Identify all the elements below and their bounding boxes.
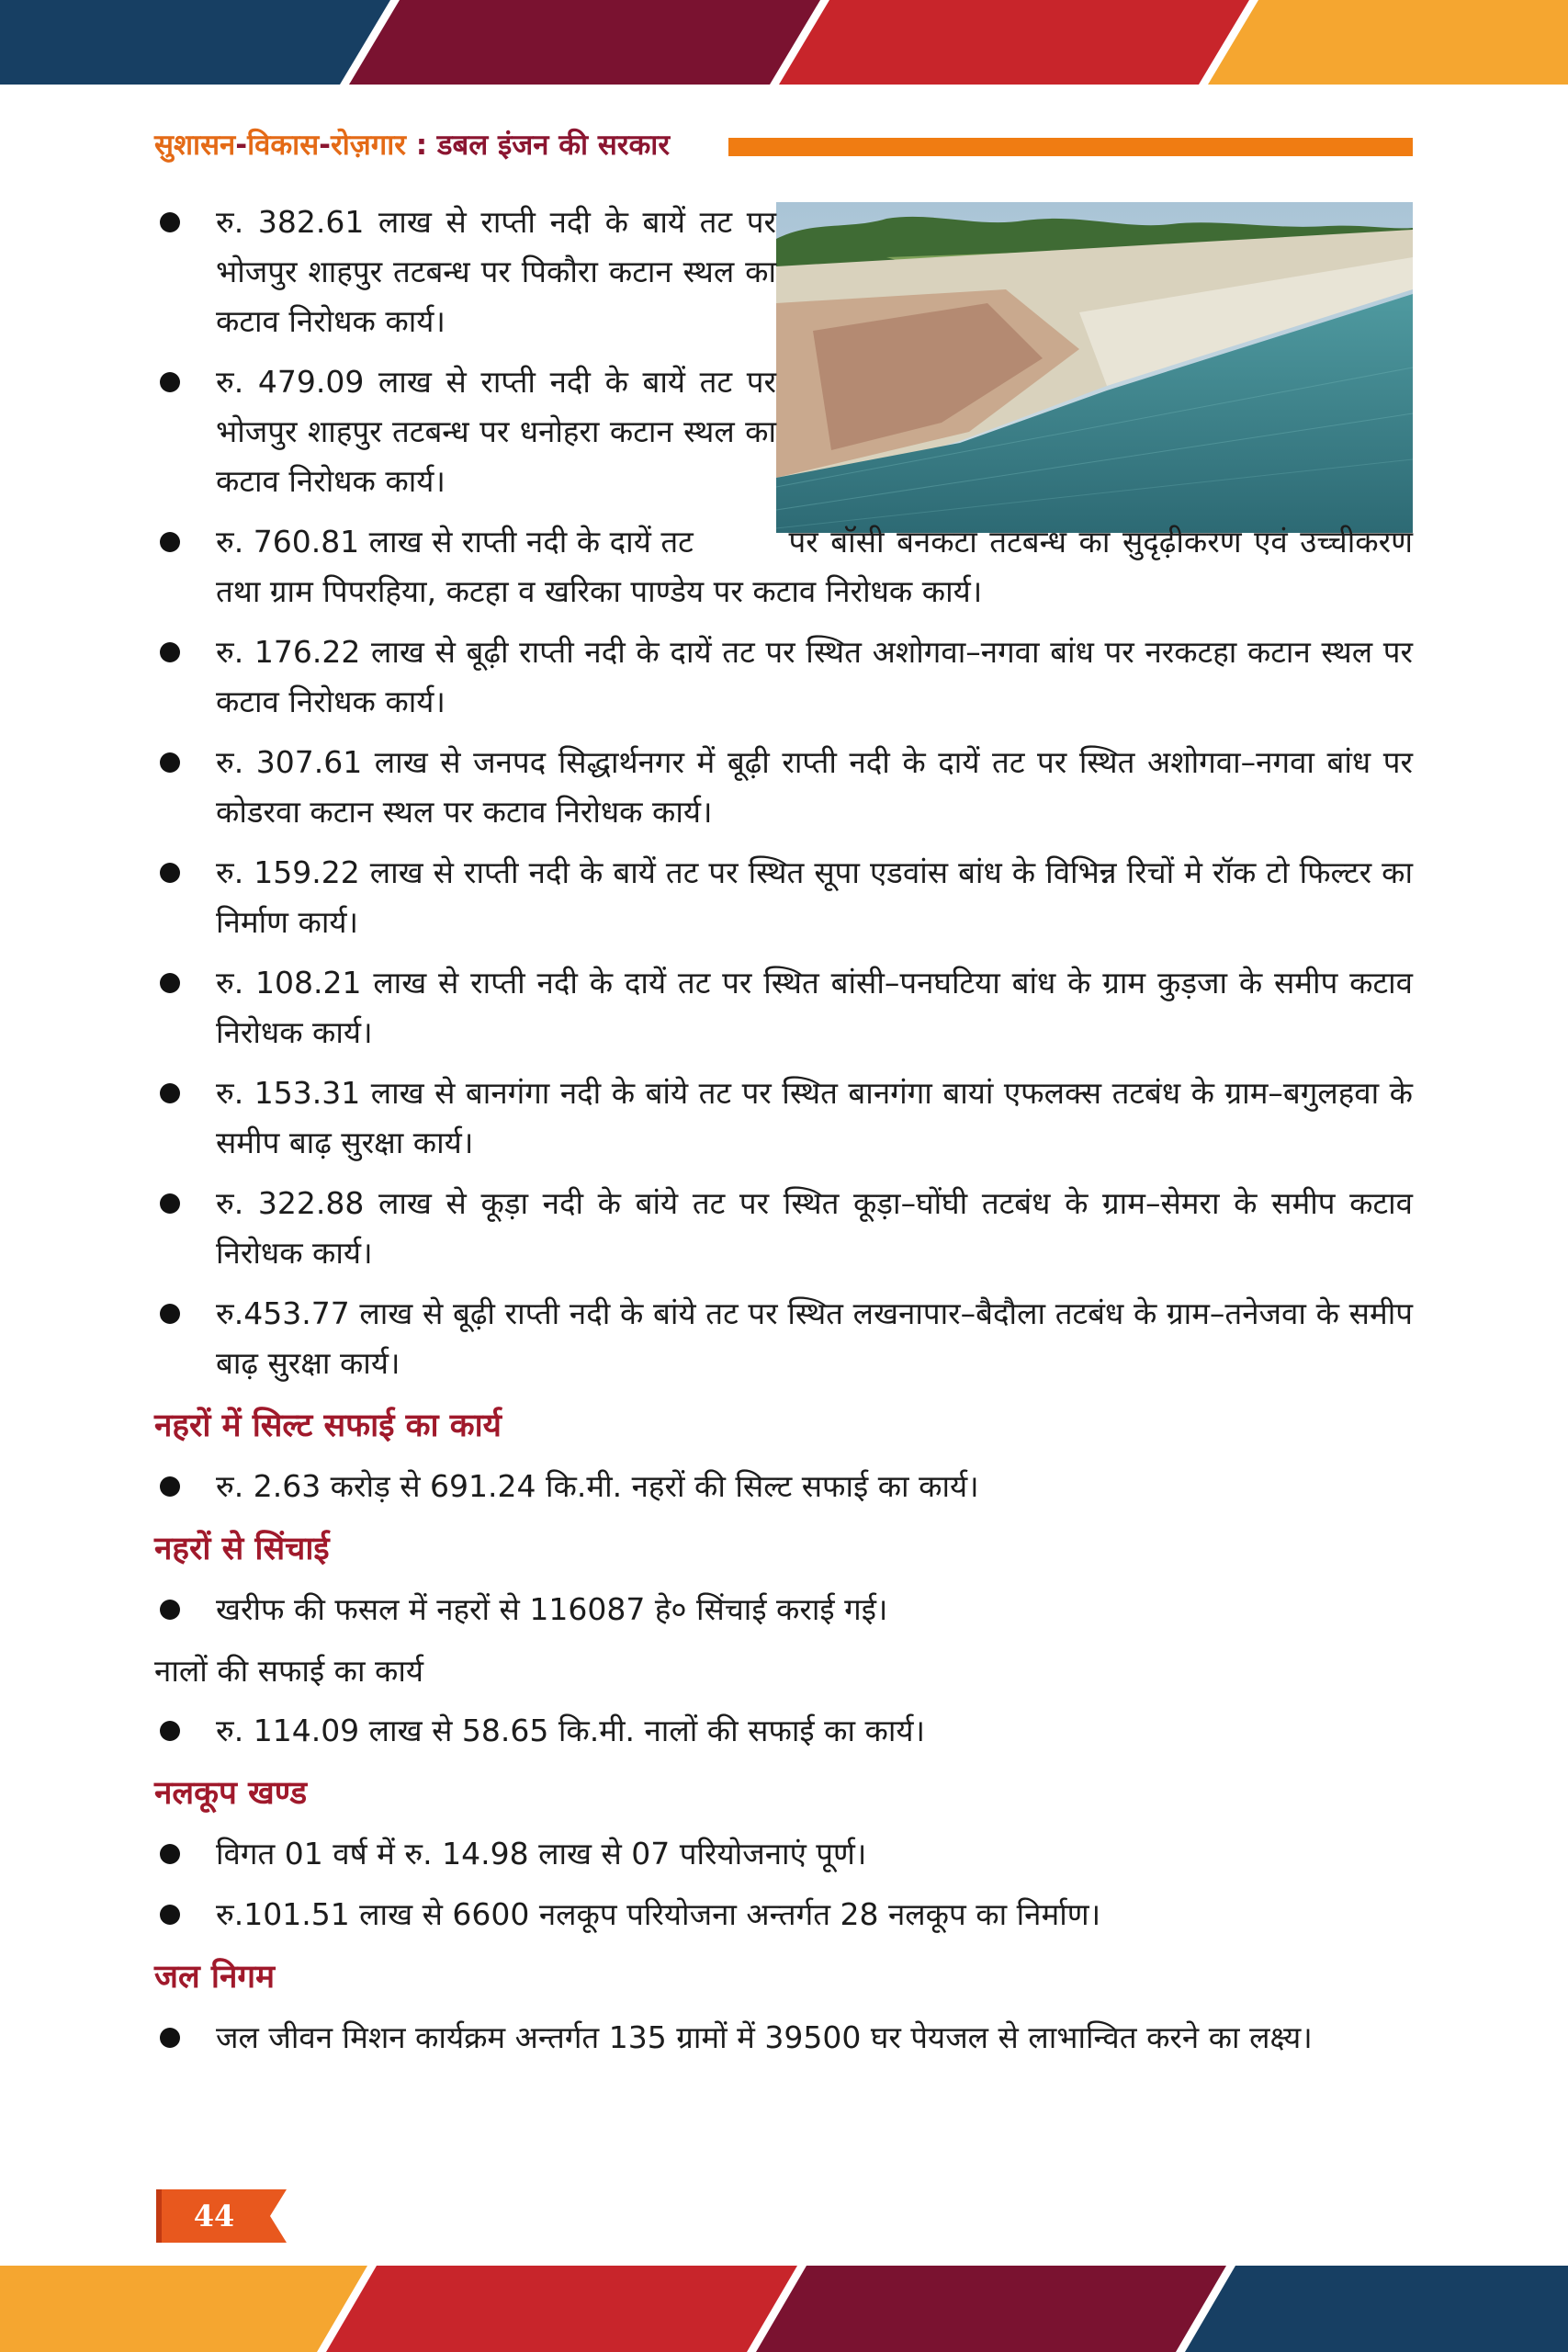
list-item-text: खरीफ की फसल में नहरों से 116087 हे० सिंचाई कराई गई। <box>216 1591 888 1627</box>
list-item-text: रु.453.77 लाख से बूढ़ी राप्ती नदी के बांये तट पर स्थित लखनापार–बैदौला तटबंध के ग्राम–तनेजवा के समीप बाढ़ सुरक्षा कार्य। <box>216 1295 1413 1381</box>
list-item <box>154 357 1413 506</box>
header-title <box>154 125 670 165</box>
list-item <box>154 1179 1413 1278</box>
page-number-tab <box>156 2189 287 2243</box>
bottom-color-band <box>0 2266 1568 2352</box>
page-number: 44 <box>193 2199 235 2233</box>
bullet-icon <box>160 2028 180 2048</box>
main-content <box>154 198 1413 2074</box>
bullet-icon <box>160 212 180 232</box>
header-title-part: : डबल इंजन की सरकार <box>405 129 671 162</box>
list-item <box>154 1289 1413 1388</box>
list-item-text <box>216 517 1413 616</box>
bullet-icon <box>160 752 180 773</box>
bullet-icon <box>160 532 180 552</box>
list-item-text-rest: पर बॉसी बनकटा तटबन्ध का सुदृढ़ीकरण एवं उच्चीकरण तथा ग्राम पिपरहिया, कटहा व खरिका पाण्डेय पर कटाव निरोधक कार्य। <box>216 524 1413 609</box>
list-item <box>154 848 1413 947</box>
bullet-icon <box>160 1905 180 1925</box>
list-item <box>154 628 1413 727</box>
list-item-text: रु. 2.63 करोड़ से 691.24 कि.मी. नहरों की सिल्ट सफाई का कार्य। <box>216 1468 979 1504</box>
header-title-part: विकास <box>247 129 320 162</box>
list-item-text: जल जीवन मिशन कार्यक्रम अन्तर्गत 135 ग्रामों में 39500 घर पेयजल से लाभान्वित करने का लक्ष्य। <box>216 2019 1313 2055</box>
list-item <box>154 1069 1413 1168</box>
section-heading-tubewell: नलकूप खण्ड <box>154 1775 308 1812</box>
header-title-part: सुशासन <box>154 129 236 162</box>
bullet-icon <box>160 372 180 392</box>
header-rule <box>728 138 1413 156</box>
list-item <box>154 738 1413 837</box>
list-item-text: रु. 159.22 लाख से राप्ती नदी के बायें तट पर स्थित सूपा एडवांस बांध के विभिन्न रिचों मे रॉक टो फिल्टर का निर्माण कार्य। <box>216 854 1413 940</box>
page-header <box>154 125 1413 171</box>
bullet-icon <box>160 1193 180 1214</box>
list-item-text: रु. 307.61 लाख से जनपद सिद्धार्थनगर में बूढ़ी राप्ती नदी के दायें तट पर स्थित अशोगवा–नगवा बांध पर कोडरवा कटान स्थल पर कटाव निरोधक कार्य। <box>216 744 1413 830</box>
list-item <box>154 1585 1413 1634</box>
section-heading-irrigation: नहरों से सिंचाई <box>154 1531 330 1567</box>
list-item <box>154 517 1413 616</box>
list-item-text: रु. 114.09 लाख से 58.65 कि.मी. नालों की सफाई का कार्य। <box>216 1713 926 1748</box>
list-item <box>154 1462 1413 1511</box>
list-item <box>154 1890 1413 1939</box>
list-item <box>154 1706 1413 1756</box>
section-heading-silt: नहरों में सिल्ट सफाई का कार्य <box>154 1408 502 1444</box>
bullet-icon <box>160 1304 180 1324</box>
section-heading-drains: नालों की सफाई का कार्य <box>154 1653 424 1689</box>
header-title-part: रोज़गार <box>331 129 406 162</box>
header-title-part: - <box>235 129 248 162</box>
bullet-icon <box>160 1844 180 1864</box>
bullet-icon <box>160 1083 180 1103</box>
section-heading-jal-nigam: जल निगम <box>154 1959 276 1996</box>
list-item-text: रु. 479.09 लाख से राप्ती नदी के बायें तट पर भोजपुर शाहपुर तटबन्ध पर धनोहरा कटान स्थल का कटाव निरोधक कार्य। <box>216 364 776 499</box>
list-item-text: रु. 322.88 लाख से कूड़ा नदी के बांये तट पर स्थित कूड़ा–घोंघी तटबंध के ग्राम–सेमरा के समीप कटाव निरोधक कार्य। <box>216 1185 1413 1271</box>
bullet-icon <box>160 1476 180 1497</box>
top-color-band <box>0 0 1568 85</box>
list-item <box>154 2013 1413 2063</box>
list-item-text: विगत 01 वर्ष में रु. 14.98 लाख से 07 परियोजनाएं पूर्ण। <box>216 1836 867 1871</box>
list-item <box>154 1829 1413 1879</box>
header-title-part: - <box>319 129 332 162</box>
list-item-text: रु. 176.22 लाख से बूढ़ी राप्ती नदी के दायें तट पर स्थित अशोगवा–नगवा बांध पर नरकटहा कटान स्थल पर कटाव निरोधक कार्य। <box>216 634 1413 719</box>
list-item-text: रु.101.51 लाख से 6600 नलकूप परियोजना अन्तर्गत 28 नलकूप का निर्माण। <box>216 1896 1101 1932</box>
list-item-text: रु. 108.21 लाख से राप्ती नदी के दायें तट पर स्थित बांसी–पनघटिया बांध के ग्राम कुड़जा के समीप कटाव निरोधक कार्य। <box>216 965 1413 1050</box>
bullet-icon <box>160 1721 180 1741</box>
list-item-text: रु. 153.31 लाख से बानगंगा नदी के बांये तट पर स्थित बानगंगा बायां एफलक्स तटबंध के ग्राम–बगुलहवा के समीप बाढ़ सुरक्षा कार्य। <box>216 1075 1413 1160</box>
list-item-text-first: रु. 760.81 लाख से राप्ती नदी के दायें तट <box>216 524 694 560</box>
bullet-icon <box>160 973 180 993</box>
list-item <box>154 198 1413 346</box>
bullet-icon <box>160 642 180 662</box>
list-item-text: रु. 382.61 लाख से राप्ती नदी के बायें तट पर भोजपुर शाहपुर तटबन्ध पर पिकौरा कटान स्थल का कटाव निरोधक कार्य। <box>216 204 776 339</box>
list-item <box>154 958 1413 1057</box>
bullet-icon <box>160 863 180 883</box>
bullet-icon <box>160 1600 180 1620</box>
